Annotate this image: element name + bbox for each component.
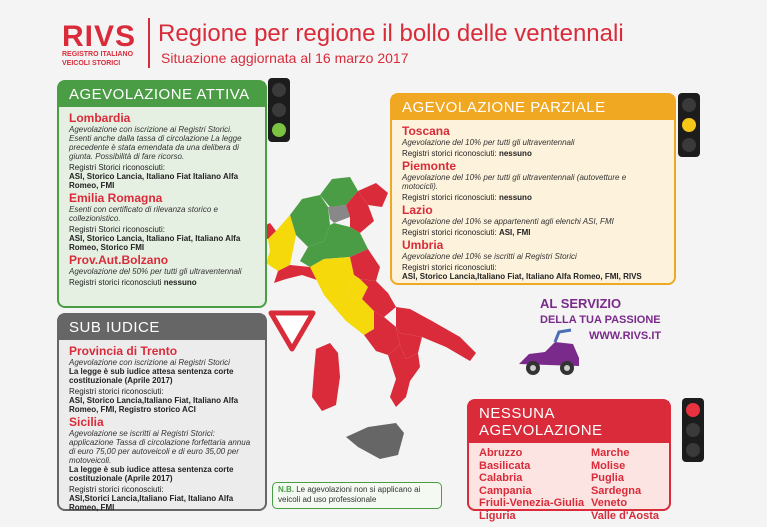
- footnote-text: Le agevolazioni non si applicano ai veicoli ad uso professionale: [278, 485, 421, 504]
- registers-list: ASI, Storico Lancia,Italiano Fiat, Italiano Alfa Romeo, FMI, RIVS: [402, 272, 642, 281]
- region-name-lombardia: Lombardia: [69, 111, 131, 125]
- region-trento: [328, 205, 350, 223]
- region-desc: Agevolazione del 10% se iscritti ai Registri Storici: [402, 252, 577, 261]
- region-name-lazio: Lazio: [402, 203, 433, 217]
- lamp-off-icon: [682, 98, 696, 112]
- registers-label: Registri storici riconosciuti:: [402, 193, 497, 202]
- region-list-item: Calabria: [479, 472, 523, 484]
- registers-line: [69, 278, 255, 287]
- region-sicilia: [346, 423, 404, 459]
- slogan-line-2: DELLA TUA PASSIONE: [540, 314, 661, 326]
- registers-value: nessuno: [163, 278, 197, 287]
- region-sardegna: [312, 343, 340, 411]
- slogan-line-1: AL SERVIZIO: [540, 296, 622, 311]
- logo-sub-line-2: VEICOLI STORICI: [62, 60, 121, 67]
- legal-note: La legge è sub iudice attesa sentenza corte costituzionale (Aprile 2017): [69, 367, 234, 385]
- registers-line: [402, 149, 664, 158]
- registers-value: ASI, FMI: [498, 228, 531, 237]
- registers-label: Registri storici riconosciuti:: [402, 228, 497, 237]
- region-desc: Agevolazione del 10% per tutti gli ultraventennali: [402, 138, 575, 147]
- logo-sub-line-1: REGISTRO ITALIANO: [62, 51, 134, 58]
- lamp-off-icon: [686, 443, 700, 457]
- region-list-item: Campania: [479, 484, 532, 497]
- lamp-red-icon: [686, 403, 700, 417]
- legal-note: La legge è sub iudice attesa sentenza corte costituzionale (Aprile 2017): [69, 465, 234, 483]
- traffic-light-yellow-icon: [678, 93, 700, 157]
- lamp-green-icon: [272, 123, 286, 137]
- header-divider: [148, 18, 150, 68]
- region-list-item: Sardegna: [590, 484, 642, 497]
- panel-heading: SUB IUDICE: [59, 315, 265, 340]
- panel-body: [59, 107, 265, 290]
- registers-value: nessuno: [498, 149, 532, 158]
- registers-list: ASI, Storico Lancia,Italiano Fiat, Italiano Alfa Romeo, FMI, Registro storico ACI: [69, 396, 239, 414]
- region-name-bolzano: Prov.Aut.Bolzano: [69, 253, 169, 267]
- rivs-logo: RIVS: [62, 20, 137, 53]
- page-subtitle: Situazione aggiornata al 16 marzo 2017: [161, 50, 409, 66]
- region-list-item: Abruzzo: [479, 447, 523, 459]
- region-column-1: [479, 447, 584, 522]
- lamp-yellow-icon: [682, 118, 696, 132]
- region-list-item: Friuli-Venezia-Giulia: [479, 497, 585, 509]
- region-lombardia: [290, 195, 330, 247]
- region-name-sicilia: Sicilia: [69, 415, 104, 429]
- registers-label: Registri storici riconosciuti:: [69, 387, 164, 396]
- panel-body: [392, 120, 674, 284]
- page-title: Regione per regione il bollo delle ventennali: [158, 20, 624, 47]
- region-columns: [469, 443, 669, 526]
- panel-heading: AGEVOLAZIONE PARZIALE: [392, 95, 674, 120]
- region-desc: Agevolazione del 10% se appartenenti agli elenchi ASI, FMI: [402, 217, 614, 226]
- website-link[interactable]: WWW.RIVS.IT: [589, 330, 662, 342]
- region-name-emilia-romagna: Emilia Romagna: [69, 191, 163, 205]
- region-desc: Agevolazione del 50% per tutti gli ultraventennali: [69, 267, 242, 276]
- vintage-car-icon: [515, 328, 585, 383]
- region-list-item: Marche: [590, 447, 630, 459]
- lamp-off-icon: [272, 83, 286, 97]
- registers-list: ASI, Storico Lancia, Italiano Fiat Italiano Alfa Romeo, FMI: [69, 172, 239, 190]
- rivs-logo-subtitle: [62, 50, 133, 68]
- lamp-off-icon: [686, 423, 700, 437]
- registers-line: [402, 193, 664, 202]
- region-list-item: Basilicata: [479, 459, 531, 472]
- footnote-nb: N.B.: [278, 485, 294, 494]
- registers-value: nessuno: [498, 193, 532, 202]
- registers-line: [402, 228, 664, 237]
- yield-sign-icon: [268, 310, 316, 352]
- region-name-toscana: Toscana: [402, 124, 450, 138]
- panel-body: [59, 340, 265, 515]
- panel-sub-iudice: [57, 313, 267, 511]
- lamp-off-icon: [682, 138, 696, 152]
- region-piemonte: [266, 215, 296, 271]
- lamp-off-icon: [272, 103, 286, 117]
- panel-heading: AGEVOLAZIONE ATTIVA: [59, 82, 265, 107]
- registers-label: Registri storici riconosciuti:: [402, 149, 497, 158]
- footnote-box: [272, 482, 442, 509]
- registers-label: Registri storici riconosciuti:: [69, 485, 164, 494]
- registers-list: ASI,Storici Lancia,Italiano Fiat, Italiano Alfa Romeo, FMI: [69, 494, 234, 512]
- panel-agevolazione-parziale: [390, 93, 676, 285]
- panel-agevolazione-attiva: [57, 80, 267, 308]
- region-name-trento: Provincia di Trento: [69, 344, 178, 358]
- region-list-item: Liguria: [479, 509, 516, 522]
- registers-label: Registri Storici riconosciuti:: [69, 163, 166, 172]
- registers-label: Registri storici riconosciuti: [69, 278, 162, 287]
- registers-label: Registri Storici riconosciuti:: [69, 225, 166, 234]
- panel-nessuna-agevolazione: [467, 399, 671, 522]
- region-list-item: Puglia: [590, 472, 624, 484]
- region-name-piemonte: Piemonte: [402, 159, 457, 173]
- panel-heading: NESSUNA AGEVOLAZIONE: [469, 401, 669, 443]
- region-desc: Esenti con certificato di rilevanza storico e collezionistico.: [69, 205, 218, 223]
- region-name-umbria: Umbria: [402, 238, 444, 252]
- region-list-item: Valle d'Aosta: [590, 509, 659, 522]
- registers-list: ASI, Storico Lancia, Italiano Fiat, Italiano Alfa Romeo, Storico FMI: [69, 234, 241, 252]
- region-list-item: Veneto: [590, 497, 628, 509]
- traffic-light-green-icon: [268, 78, 290, 142]
- traffic-light-red-icon: [682, 398, 704, 462]
- region-desc: Agevolazione se iscritti ai Registri Storici: applicazione Tassa di circolazione forfettaria annua di euro 75,00 per autoveicoli e di euro 35,00 per motoveicoli.: [69, 429, 251, 465]
- region-list-item: Molise: [590, 459, 626, 472]
- region-column-2: [591, 447, 659, 522]
- region-desc: Agevolazione con iscrizione ai Registri Storici: [69, 358, 230, 367]
- registers-label: Registri storici riconosciuti:: [402, 263, 497, 272]
- region-desc: Agevolazione del 10% per tutti gli ultraventennali (autovetture e motocicli).: [402, 173, 627, 191]
- region-desc: Agevolazione con iscrizione ai Registri Storici. Esenti anche dalla tassa di circolazione La legge precedente è stata emendata da una delibera di giunta. Possibilità di fare ricorso.: [69, 125, 242, 161]
